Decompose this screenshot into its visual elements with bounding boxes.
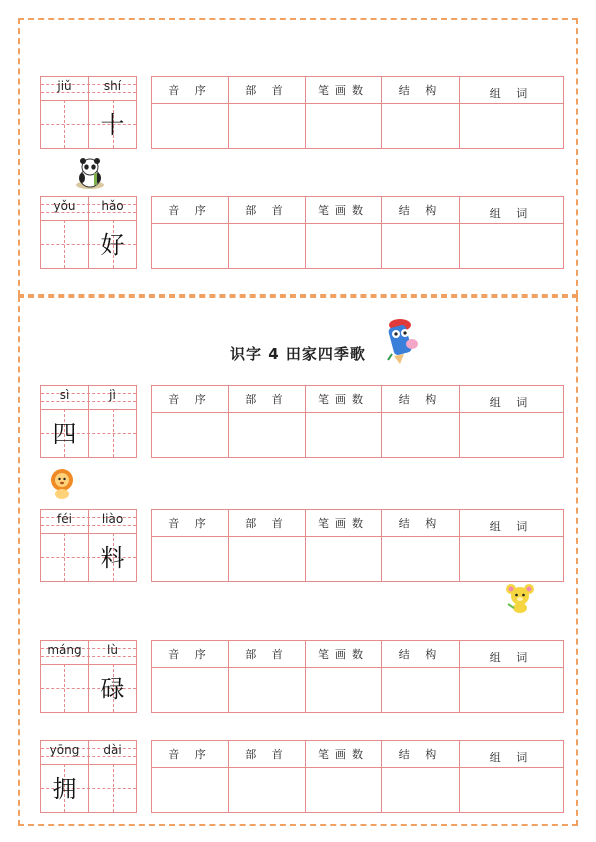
answer-cell[interactable]: [306, 537, 382, 581]
table-header-cell: 笔画数: [306, 510, 382, 537]
table-header-cell: 结 构: [382, 641, 460, 668]
answer-cell[interactable]: [460, 537, 563, 581]
answer-cell[interactable]: [382, 668, 460, 712]
answer-cell[interactable]: [460, 768, 563, 812]
table-header-cell: 音 序: [152, 197, 229, 224]
hanzi-cell[interactable]: 十: [100, 111, 125, 139]
answer-cell[interactable]: [460, 224, 563, 268]
pinyin-label: máng: [47, 643, 82, 657]
pinyin-label: lù: [107, 643, 118, 657]
table-header-cell: 组 词: [460, 77, 563, 104]
table-header-cell: 组 词: [460, 641, 563, 668]
pinyin-label: dài: [103, 743, 122, 757]
pinyin-label: jì: [109, 388, 116, 402]
pinyin-label: jiǔ: [57, 79, 72, 93]
table-header-cell: 部 首: [229, 386, 306, 413]
character-info-table: [151, 76, 564, 149]
lesson-title: 识字 4 田家四季歌: [230, 345, 366, 363]
table-header-cell: 音 序: [152, 741, 229, 768]
character-info-table: [151, 385, 564, 458]
answer-cell[interactable]: [152, 224, 229, 268]
pencil-mascot-icon: [378, 318, 422, 366]
table-header-cell: 音 序: [152, 641, 229, 668]
table-header-cell: 结 构: [382, 741, 460, 768]
character-info-table: [151, 740, 564, 813]
table-header-cell: 部 首: [229, 641, 306, 668]
hanzi-cell[interactable]: 好: [100, 231, 125, 259]
character-grid: [40, 76, 137, 149]
answer-cell[interactable]: [306, 224, 382, 268]
answer-cell[interactable]: [306, 768, 382, 812]
table-header-cell: 部 首: [229, 197, 306, 224]
answer-cell[interactable]: [229, 768, 306, 812]
answer-cell[interactable]: [152, 768, 229, 812]
answer-cell[interactable]: [382, 224, 460, 268]
hanzi-cell[interactable]: [41, 534, 88, 582]
hanzi-cell[interactable]: [89, 410, 136, 458]
table-header-cell: 笔画数: [306, 386, 382, 413]
table-header-cell: 部 首: [229, 741, 306, 768]
answer-cell[interactable]: [382, 104, 460, 148]
pinyin-label: yōng: [49, 743, 80, 757]
table-header-cell: 组 词: [460, 741, 563, 768]
answer-cell[interactable]: [382, 768, 460, 812]
table-header-cell: 音 序: [152, 386, 229, 413]
answer-cell[interactable]: [306, 413, 382, 457]
character-grid: [40, 640, 137, 713]
hanzi-cell[interactable]: 碌: [100, 675, 125, 703]
answer-cell[interactable]: [152, 413, 229, 457]
hanzi-cell[interactable]: [41, 221, 88, 269]
character-info-table: [151, 640, 564, 713]
character-info-table: [151, 196, 564, 269]
character-grid: [40, 509, 137, 582]
answer-cell[interactable]: [229, 224, 306, 268]
hanzi-cell[interactable]: 拥: [52, 775, 77, 803]
table-header-cell: 部 首: [229, 510, 306, 537]
table-header-cell: 组 词: [460, 510, 563, 537]
hanzi-cell[interactable]: 四: [52, 420, 77, 448]
answer-cell[interactable]: [460, 668, 563, 712]
pinyin-label: yǒu: [53, 199, 76, 213]
panda-icon: [74, 156, 106, 190]
table-header-cell: 音 序: [152, 510, 229, 537]
table-header-cell: 结 构: [382, 386, 460, 413]
character-grid: [40, 385, 137, 458]
pinyin-label: féi: [57, 512, 72, 526]
answer-cell[interactable]: [229, 104, 306, 148]
hanzi-cell[interactable]: 料: [100, 544, 125, 572]
answer-cell[interactable]: [229, 668, 306, 712]
table-header-cell: 笔画数: [306, 641, 382, 668]
pinyin-label: hǎo: [101, 199, 124, 213]
table-header-cell: 笔画数: [306, 197, 382, 224]
lion-icon: [48, 468, 76, 500]
table-header-cell: 结 构: [382, 197, 460, 224]
answer-cell[interactable]: [306, 668, 382, 712]
table-header-cell: 结 构: [382, 77, 460, 104]
character-grid: [40, 740, 137, 813]
table-header-cell: 组 词: [460, 197, 563, 224]
answer-cell[interactable]: [229, 413, 306, 457]
answer-cell[interactable]: [152, 668, 229, 712]
table-header-cell: 笔画数: [306, 741, 382, 768]
answer-cell[interactable]: [460, 104, 563, 148]
table-header-cell: 部 首: [229, 77, 306, 104]
answer-cell[interactable]: [229, 537, 306, 581]
answer-cell[interactable]: [152, 537, 229, 581]
teddy-bear-icon: [504, 582, 536, 614]
hanzi-cell[interactable]: [89, 765, 136, 813]
hanzi-cell[interactable]: [41, 665, 88, 713]
pinyin-label: sì: [59, 388, 70, 402]
pinyin-label: shí: [103, 79, 122, 93]
answer-cell[interactable]: [152, 104, 229, 148]
answer-cell[interactable]: [306, 104, 382, 148]
pinyin-label: liào: [101, 512, 124, 526]
answer-cell[interactable]: [382, 413, 460, 457]
character-grid: [40, 196, 137, 269]
character-info-table: [151, 509, 564, 582]
hanzi-cell[interactable]: [41, 101, 88, 149]
table-header-cell: 结 构: [382, 510, 460, 537]
table-header-cell: 音 序: [152, 77, 229, 104]
table-header-cell: 笔画数: [306, 77, 382, 104]
table-header-cell: 组 词: [460, 386, 563, 413]
answer-cell[interactable]: [382, 537, 460, 581]
answer-cell[interactable]: [460, 413, 563, 457]
